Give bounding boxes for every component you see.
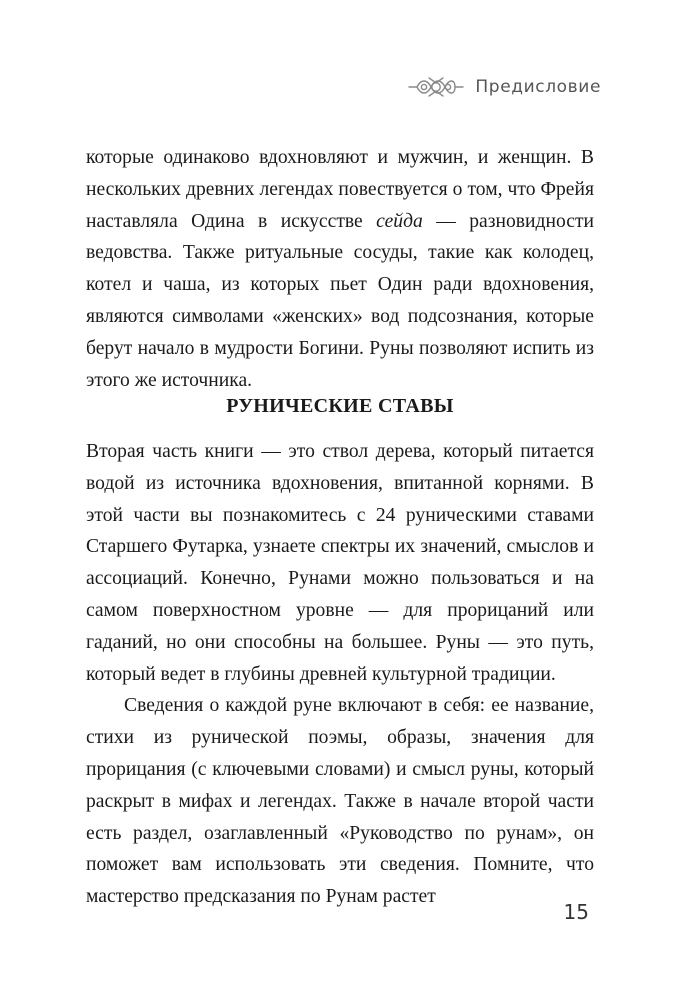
paragraph-1-text-end: — разновидности ведовства. Также ритуальные сосуды, такие как колодец, котел и чаша, из которых пьет Один ради вдохновения, являются символами «женских» вод подсознания, которые берут начало в мудрости Богини. Руны позволяют испить из этого же источника.	[86, 210, 594, 391]
running-header	[420, 72, 601, 102]
running-header-title: Предисловие	[475, 77, 601, 97]
page-number: 15	[563, 900, 589, 924]
paragraph-3: Сведения о каждой руне включают в себя: ее название, стихи из рунической поэмы, образы, значения для прорицания (с ключевыми словами) и смысл руны, который раскрыт в мифах и легендах. Также в начале второй части есть раздел, озаглавленный «Руководство по рунам», он поможет вам использовать эти сведения. Помните, что мастерство предсказания по Рунам растет	[86, 695, 594, 908]
body-text-top	[86, 142, 594, 396]
paragraph-1	[86, 142, 594, 396]
paragraph-1-emphasis: сейда	[376, 210, 423, 232]
paragraph-2: Вторая часть книги — это ствол дерева, который питается водой из источника вдохновения, впитанной корнями. В этой части вы познакомитесь с 24 руническими ставами Старшего Футарка, узнаете спектры их значений, смыслов и ассоциаций. Конечно, Рунами можно пользоваться и на самом поверхностном уровне — для прорицаний или гаданий, но они способны на большее. Руны — это путь, который ведет в глубины древней культурной традиции.	[86, 441, 594, 685]
section-heading: РУНИЧЕСКИЕ СТАВЫ	[226, 395, 454, 417]
celtic-knot-ornament-icon	[407, 75, 465, 99]
paragraph-1-text-start: которые одинаково вдохновляют и мужчин, и женщин. В нескольких древних легендах повествуется о том, что Фрейя наставляла Одина в искусстве	[86, 147, 594, 232]
body-text-bottom	[86, 436, 594, 913]
